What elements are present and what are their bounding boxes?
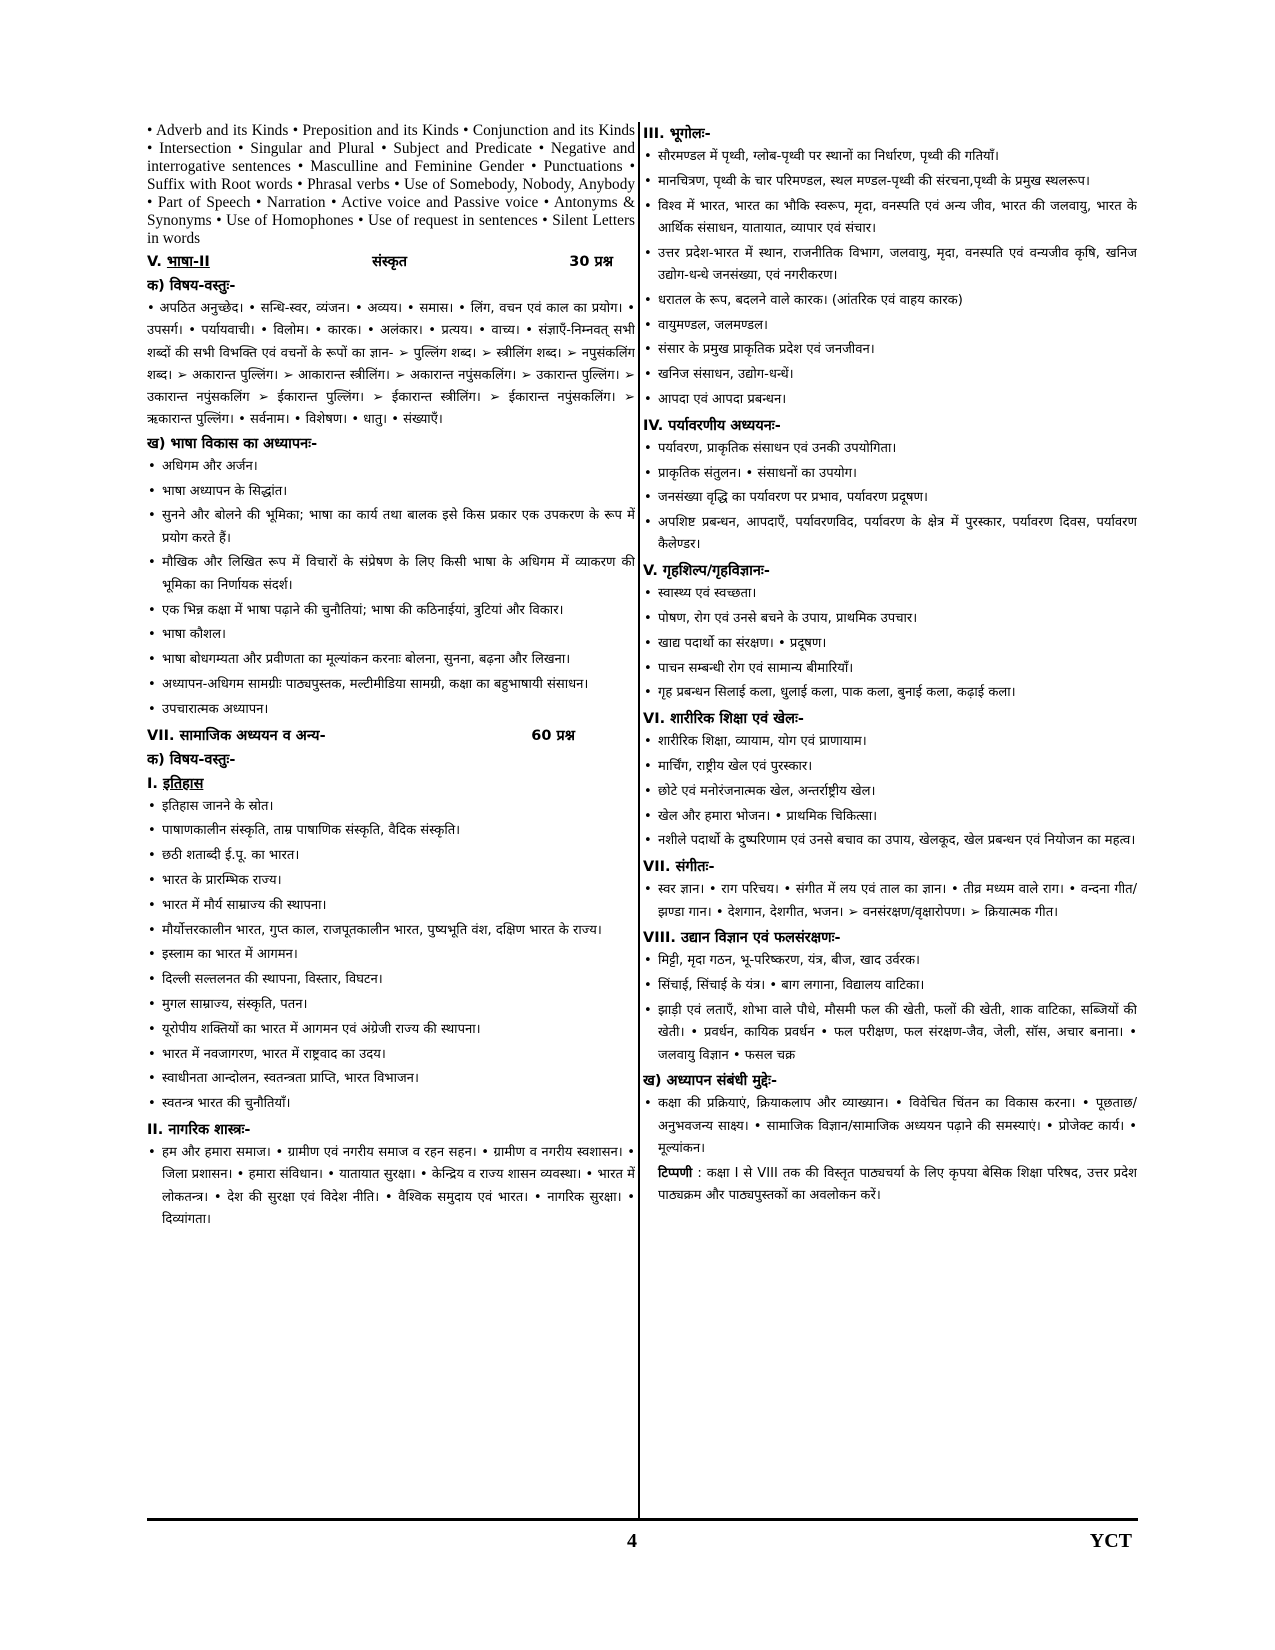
- home-science-heading: V. गृहशिल्प/गृहविज्ञानः-: [643, 563, 770, 580]
- list-item: • उत्तर प्रदेश-भारत में स्थान, राजनीतिक विभाग, जलवायु, मृदा, वनस्पति एवं वन्यजीव कृषि, खनिज उद्योग-धन्धे जनसंख्या, एवं नगरीकरण।: [643, 243, 1137, 288]
- list-item: • भाषा कौशल।: [147, 624, 635, 646]
- list-item: • मार्चिंग, राष्ट्रीय खेल एवं पुरस्कार।: [643, 756, 1137, 778]
- list-item: • खेल और हमारा भोजन। • प्राथमिक चिकित्सा।: [643, 806, 1137, 828]
- list-item: • छोटे एवं मनोरंजनात्मक खेल, अन्तर्राष्ट्रीय खेल।: [643, 781, 1137, 803]
- note: [643, 1163, 1137, 1208]
- list-item: • मौर्योत्तरकालीन भारत, गुप्त काल, राजपूतकालीन भारत, पुष्यभूति वंश, दक्षिण भारत के राज्य।: [147, 920, 635, 942]
- list-item: • विश्व में भारत, भारत का भौकि स्वरूप, मृदा, वनस्पति एवं अन्य जीव, भारत की जलवायु, भारत के आर्थिक संसाधन, यातायात, व्यापार एवं संचार।: [643, 196, 1137, 241]
- page-number: 4: [627, 1530, 637, 1552]
- section-vii-heading: [147, 724, 635, 748]
- list-item: • झाड़ी एवं लताएँ, शोभा वाले पौधे, मौसमी फल की खेती, फलों की खेती, शाक वाटिका, सब्जियों की खेती। • प्रवर्धन, कायिक प्रवर्धन • फल परीक्षण, फल संरक्षण-जैव, जेली, सॉस, अचार बनाना। • जलवायु विज्ञान • फसल चक्र: [643, 1000, 1137, 1067]
- section-vii-questions: 60 प्रश्न: [531, 727, 575, 744]
- list-item: • सुनने और बोलने की भूमिका; भाषा का कार्य तथा बालक इसे किस प्रकार एक उपकरण के रूप में प्रयोग करते हैं।: [147, 505, 635, 550]
- geography-heading: III. भूगोलः-: [643, 126, 711, 142]
- section-v-num: V.: [147, 254, 162, 270]
- list-item: • भाषा बोधगम्यता और प्रवीणता का मूल्यांकन करनाः बोलना, सुनना, बढ़ना और लिखना।: [147, 649, 635, 671]
- geography-list: [643, 146, 1137, 411]
- list-item: • भारत के प्रारम्भिक राज्य।: [147, 870, 635, 892]
- publisher-name: YCT: [1089, 1530, 1132, 1552]
- list-item: • स्वाधीनता आन्दोलन, स्वतन्त्रता प्राप्ति, भारत विभाजन।: [147, 1068, 635, 1090]
- list-item: • सिंचाई, सिंचाई के यंत्र। • बाग लगाना, विद्यालय वाटिका।: [643, 975, 1137, 997]
- list-item: • कक्षा की प्रक्रियाएं, क्रियाकलाप और व्याख्यान। • विवेचित चिंतन का विकास करना। • पूछताछ/अनुभवजन्य साक्ष्य। • सामाजिक विज्ञान/सामाजिक अध्ययन पढ़ाने की समस्याएं। • प्रोजेक्ट कार्य। • मूल्यांकन।: [643, 1093, 1137, 1160]
- list-item: • एक भिन्न कक्षा में भाषा पढ़ाने की चुनौतियां; भाषा की कठिनाईयां, त्रुटियां और विकार।: [147, 600, 635, 622]
- teaching-issues-heading: ख) अध्यापन संबंधी मुद्देः-: [643, 1073, 778, 1090]
- teaching-issues-list: [643, 1093, 1137, 1160]
- list-item: • खाद्य पदार्थो का संरक्षण। • प्रदूषण।: [643, 633, 1137, 655]
- list-item: • पर्यावरण, प्राकृतिक संसाधन एवं उनकी उपयोगिता।: [643, 438, 1137, 460]
- list-item: • भाषा अध्यापन के सिद्धांत।: [147, 481, 635, 503]
- social-content-heading: क) विषय-वस्तुः-: [147, 751, 236, 768]
- list-item: • भारत में नवजागरण, भारत में राष्ट्रवाद का उदय।: [147, 1044, 635, 1066]
- list-item: • मौखिक और लिखित रूप में विचारों के संप्रेषण के लिए किसी भाषा के अधिगम में व्याकरण की भूमिका का निर्णायक संदर्श।: [147, 552, 635, 597]
- list-item: • इतिहास जानने के स्रोत।: [147, 796, 635, 818]
- list-item: • अध्यापन-अधिगम सामग्रीः पाठ्यपुस्तक, मल्टीमीडिया सामग्री, कक्षा का बहुभाषायी संसाधन।: [147, 674, 635, 696]
- history-heading: [147, 772, 635, 796]
- left-column: [147, 122, 635, 1520]
- page: [147, 122, 1138, 1552]
- list-item: • यूरोपीय शक्तियों का भारत में आगमन एवं अंग्रेजी राज्य की स्थापना।: [147, 1019, 635, 1041]
- civics-list: [147, 1142, 635, 1231]
- sanskrit-content-para: • अपठित अनुच्छेद। • सन्धि-स्वर, व्यंजन। • अव्यय। • समास। • लिंग, वचन एवं काल का प्रयोग। • उपसर्ग। • पर्यायवाची। • विलोम। • कारक। • अलंकार। • प्रत्यय। • वाच्य। • संज्ञाएँ-निम्नवत् सभी शब्दों की सभी विभक्ति एवं वचनों के रूपों का ज्ञान- ➢ पुल्लिंग शब्द। ➢ स्त्रीलिंग शब्द। ➢ नपुसंकलिंग शब्द। ➢ अकारान्त पुल्लिंग। ➢ आकारान्त स्त्रीलिंग। ➢ अकारान्त नपुंसकलिंग। ➢ उकारान्त पुल्लिंग। ➢ उकारान्त नपुंसकलिंग ➢ ईकारान्त पुल्लिंग। ➢ ईकारान्त स्त्रीलिंग। ➢ ईकारान्त नपुंसकलिंग। ➢ ऋकारान्त पुल्लिंग। • सर्वनाम। • विशेषण। • धातु। • संख्याएँ।: [147, 301, 635, 428]
- section-v-subject: संस्कृत: [372, 254, 407, 270]
- list-item: • अधिगम और अर्जन।: [147, 456, 635, 478]
- horticulture-list: [643, 950, 1137, 1066]
- sanskrit-pedagogy-list: [147, 456, 635, 721]
- list-item: • वायुमण्डल, जलमण्डल।: [643, 315, 1137, 337]
- sanskrit-content-heading: क) विषय-वस्तुः-: [147, 278, 236, 294]
- list-item: • मिट्टी, मृदा गठन, भू-परिष्करण, यंत्र, बीज, खाद उर्वरक।: [643, 950, 1137, 972]
- note-text: : कक्षा I से VIII तक की विस्तृत पाठ्यचर्या के लिए कृपया बेसिक शिक्षा परिषद, उत्तर प्रदेश पाठ्यक्रम और पाठ्यपुस्तकों का अवलोकन करें।: [658, 1165, 1137, 1203]
- list-item: • स्वास्थ्य एवं स्वच्छता।: [643, 583, 1137, 605]
- list-item: • शारीरिक शिक्षा, व्यायाम, योग एवं प्राणायाम।: [643, 731, 1137, 753]
- physical-education-list: [643, 731, 1137, 852]
- horticulture-heading: VIII. उद्यान विज्ञान एवं फलसंरक्षणः-: [643, 930, 841, 947]
- list-item: • भारत में मौर्य साम्राज्य की स्थापना।: [147, 895, 635, 917]
- physical-education-heading: VI. शारीरिक शिक्षा एवं खेलः-: [643, 711, 804, 728]
- list-item: • दिल्ली सल्तलनत की स्थापना, विस्तार, विघटन।: [147, 969, 635, 991]
- column-divider: [638, 122, 640, 1518]
- music-list: [643, 879, 1137, 924]
- list-item: • उपचारात्मक अध्यापन।: [147, 699, 635, 721]
- list-item: • मानचित्रण, पृथ्वी के चार परिमण्डल, स्थल मण्डल-पृथ्वी की संरचना,पृथ्वी के प्रमुख स्थलरूप।: [643, 171, 1137, 193]
- list-item: • नशीले पदार्थो के दुष्परिणाम एवं उनसे बचाव का उपाय, खेलकूद, खेल प्रबन्धन एवं नियोजन का महत्व।: [643, 830, 1137, 852]
- history-list: [147, 796, 635, 1116]
- list-item: • धरातल के रूप, बदलने वाले कारक। (आंतरिक एवं वाहय कारक): [643, 290, 1137, 312]
- section-v-heading: [147, 250, 635, 274]
- list-item: • पोषण, रोग एवं उनसे बचने के उपाय, प्राथमिक उपचार।: [643, 608, 1137, 630]
- list-item: • सौरमण्डल में पृथ्वी, ग्लोब-पृथ्वी पर स्थानों का निर्धारण, पृथ्वी की गतियाँ।: [643, 146, 1137, 168]
- section-v-questions: 30 प्रश्न: [569, 254, 613, 270]
- list-item: • खनिज संसाधन, उद्योग-धन्धें।: [643, 364, 1137, 386]
- history-title: इतिहास: [162, 775, 204, 792]
- list-item: • आपदा एवं आपदा प्रबन्धन।: [643, 389, 1137, 411]
- section-v-title: भाषा-II: [166, 254, 210, 270]
- right-column: [643, 122, 1137, 1520]
- section-vii-title: VII. सामाजिक अध्ययन व अन्य-: [147, 727, 326, 744]
- list-item: • स्वर ज्ञान। • राग परिचय। • संगीत में लय एवं ताल का ज्ञान। • तीव्र मध्यम वाले राग। • वन्दना गीत/झण्डा गान। • देशगान, देशगीत, भजन। ➢ वनसंरक्षण/वृक्षारोपण। ➢ क्रियात्मक गीत।: [643, 879, 1137, 924]
- list-item: • पाचन सम्बन्धी रोग एवं सामान्य बीमारियाँ।: [643, 658, 1137, 680]
- home-science-list: [643, 583, 1137, 704]
- list-item: • संसार के प्रमुख प्राकृतिक प्रदेश एवं जनजीवन।: [643, 339, 1137, 361]
- note-label: टिप्पणी: [658, 1165, 693, 1181]
- list-item: • इस्लाम का भारत में आगमन।: [147, 944, 635, 966]
- list-item: • प्राकृतिक संतुलन। • संसाधनों का उपयोग।: [643, 463, 1137, 485]
- list-item: • पाषाणकालीन संस्कृति, ताम्र पाषाणिक संस्कृति, वैदिक संस्कृति।: [147, 820, 635, 842]
- english-topics: • Adverb and its Kinds • Preposition and its Kinds • Conjunction and its Kinds • Intersection • Singular and Plural • Subject and Predicate • Negative and interrogative sentences • Masculline and Feminine Gender • Punctuations • Suffix with Root words • Phrasal verbs • Use of Somebody, Nobody, Anybody • Part of Speech • Narration • Active voice and Passive voice • Antonyms & Synonyms • Use of Homophones • Use of request in sentences • Silent Letters in words: [147, 122, 635, 247]
- list-item: • मुगल साम्राज्य, संस्कृति, पतन।: [147, 994, 635, 1016]
- civics-heading: II. नागरिक शास्त्रः-: [147, 1121, 251, 1138]
- environment-heading: IV. पर्यावरणीय अध्ययनः-: [643, 417, 781, 434]
- history-num: I.: [147, 775, 158, 792]
- list-item: • गृह प्रबन्धन सिलाई कला, धुलाई कला, पाक कला, बुनाई कला, कढ़ाई कला।: [643, 682, 1137, 704]
- list-item: • छठी शताब्दी ई.पू. का भारत।: [147, 845, 635, 867]
- list-item: • अपशिष्ट प्रबन्धन, आपदाएँ, पर्यावरणविद, पर्यावरण के क्षेत्र में पुरस्कार, पर्यावरण दिवस, पर्यावरण कैलेण्डर।: [643, 512, 1137, 557]
- list-item: • हम और हमारा समाज। • ग्रामीण एवं नगरीय समाज व रहन सहन। • ग्रामीण व नगरीय स्वशासन। • जिला प्रशासन। • हमारा संविधान। • यातायात सुरक्षा। • केन्द्रिय व राज्य शासन व्यवस्था। • भारत में लोकतन्त्र। • देश की सुरक्षा एवं विदेश नीति। • वैश्विक समुदाय एवं भारत। • नागरिक सुरक्षा। • दिव्यांगता।: [147, 1142, 635, 1231]
- sanskrit-pedagogy-heading: ख) भाषा विकास का अध्यापनः-: [147, 435, 318, 452]
- list-item: • स्वतन्त्र भारत की चुनौतियाँ।: [147, 1093, 635, 1115]
- environment-list: [643, 438, 1137, 557]
- list-item: • जनसंख्या वृद्धि का पर्यावरण पर प्रभाव, पर्यावरण प्रदूषण।: [643, 487, 1137, 509]
- music-heading: VII. संगीतः-: [643, 859, 715, 876]
- footer-rule: [147, 1518, 1138, 1521]
